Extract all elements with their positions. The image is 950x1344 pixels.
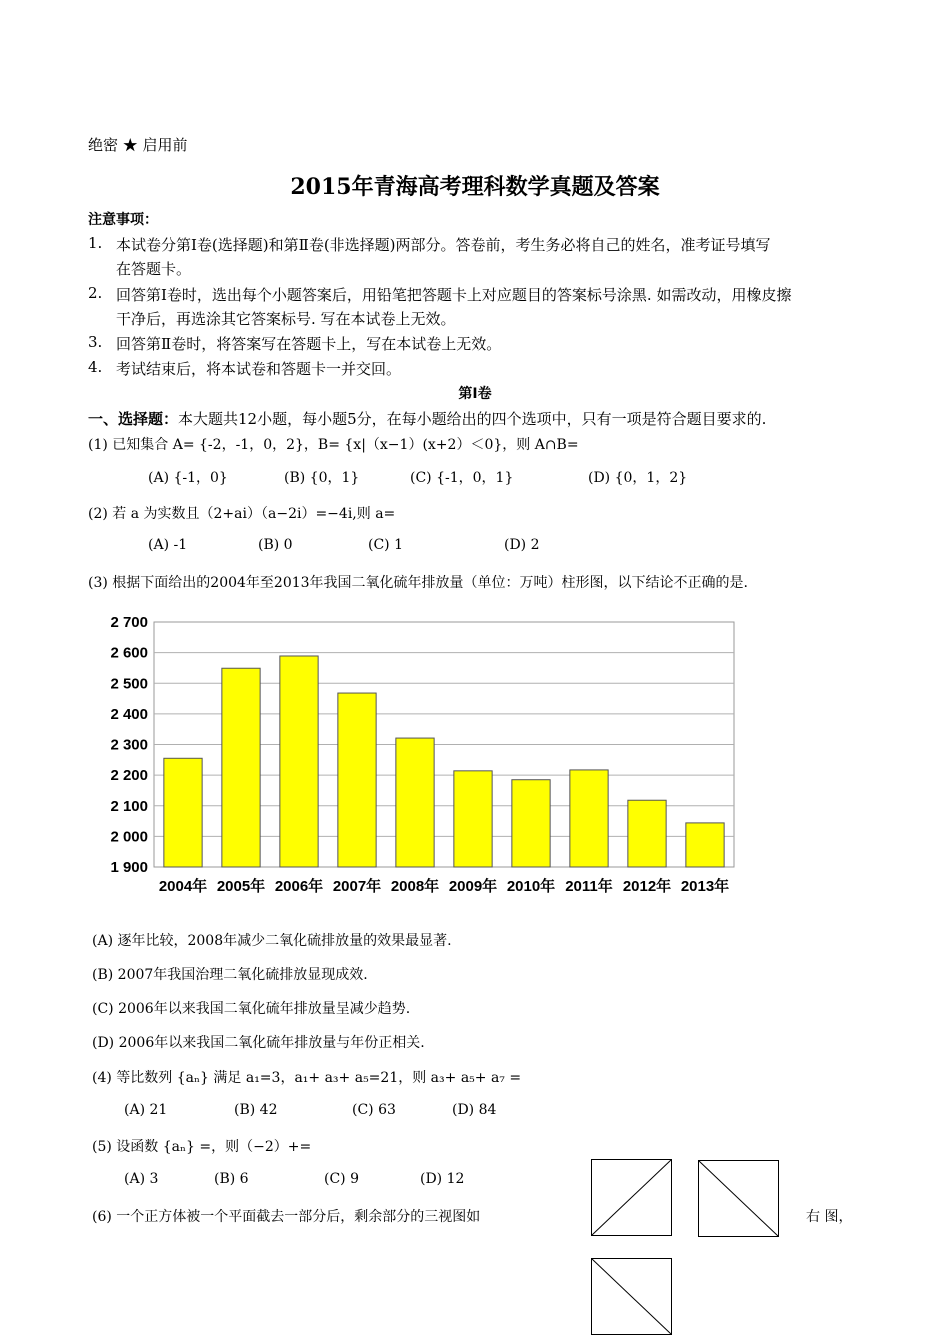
bar-2006年 xyxy=(280,656,318,867)
q2-stem: (2) 若 a 为实数且（2+ai）（a−2i）=−4i,则 a= xyxy=(88,506,396,522)
q3-option-a: (A) 逐年比较，2008年减少二氧化硫排放量的效果最显著. xyxy=(92,933,452,949)
x-tick-label: 2007年 xyxy=(332,878,382,895)
y-tick-label: 2 600 xyxy=(110,644,148,662)
bar-2009年 xyxy=(454,771,492,867)
x-tick-label: 2004年 xyxy=(158,878,208,895)
q5-option-c: (C) 9 xyxy=(324,1171,359,1187)
page-title: 2015年青海高考理科数学真题及答案 xyxy=(290,174,660,200)
x-tick-label: 2010年 xyxy=(506,878,556,895)
q5-stem: (5) 设函数 {aₙ} =，则（−2）+= xyxy=(92,1139,312,1155)
q4-option-a: (A) 21 xyxy=(124,1102,168,1118)
y-tick-label: 1 900 xyxy=(110,859,148,876)
note-num-1: 1. xyxy=(88,234,103,252)
q1-option-a: (A) {-1，0} xyxy=(148,470,228,486)
q6-tail: 右 图， xyxy=(806,1209,853,1225)
bar-2007年 xyxy=(338,693,376,867)
q3-option-b: (B) 2007年我国治理二氧化硫排放显现成效. xyxy=(92,967,368,983)
y-tick-label: 2 500 xyxy=(110,675,148,693)
q2-option-c: (C) 1 xyxy=(368,537,403,553)
y-tick-label: 2 000 xyxy=(110,828,148,846)
note-text-1b: 在答题卡。 xyxy=(116,260,192,278)
q4-option-b: (B) 42 xyxy=(234,1102,278,1118)
bar-2011年 xyxy=(570,770,608,867)
side-view-figure xyxy=(698,1160,779,1237)
q1-option-d: (D) {0，1，2} xyxy=(588,470,688,486)
bar-2004年 xyxy=(164,758,202,867)
y-tick-label: 2 200 xyxy=(110,767,148,785)
q2-option-a: (A) -1 xyxy=(148,537,188,553)
note-text-4: 考试结束后，将本试卷和答题卡一并交回。 xyxy=(116,360,402,378)
part-text: 本大题共12小题，每小题5分，在每小题给出的四个选项中，只有一项是符合题目要求的. xyxy=(178,410,767,428)
bar-2008年 xyxy=(396,738,434,867)
bar-2012年 xyxy=(628,800,666,867)
x-tick-label: 2006年 xyxy=(274,878,324,895)
note-text-3: 回答第Ⅱ卷时，将答案写在答题卡上，写在本试卷上无效。 xyxy=(116,335,502,353)
x-tick-label: 2008年 xyxy=(390,878,440,895)
q1-option-b: (B) {0，1} xyxy=(284,470,360,486)
q5-option-d: (D) 12 xyxy=(420,1171,465,1187)
bar-2013年 xyxy=(686,823,724,867)
q4-stem: (4) 等比数列 {aₙ} 满足 a₁=3，a₁+ a₃+ a₅=21，则 a₃+ a₅+ a₇ = xyxy=(92,1070,522,1086)
chart-svg xyxy=(96,612,746,902)
part-line xyxy=(88,408,766,429)
x-tick-label: 2005年 xyxy=(216,878,266,895)
note-text-2b: 干净后，再选涂其它答案标号. 写在本试卷上无效。 xyxy=(116,310,456,328)
front-view-figure xyxy=(591,1159,672,1236)
q1-option-c: (C) {-1，0，1} xyxy=(410,470,514,486)
y-tick-label: 2 100 xyxy=(110,797,148,815)
bar-2010年 xyxy=(512,780,550,867)
y-tick-label: 2 700 xyxy=(110,614,148,631)
so2-bar-chart xyxy=(96,612,746,902)
x-tick-label: 2011年 xyxy=(565,878,613,895)
x-tick-label: 2012年 xyxy=(622,878,672,895)
q3-option-d: (D) 2006年以来我国二氧化硫年排放量与年份正相关. xyxy=(92,1035,425,1051)
q1-stem: (1) 已知集合 A= {-2，-1，0，2}，B= {x|（x−1）(x+2）＜0}，则 A∩B= xyxy=(88,437,579,453)
section-title: 第Ⅰ卷 xyxy=(458,386,492,402)
note-text-1a: 本试卷分第Ⅰ卷(选择题)和第Ⅱ卷(非选择题)两部分。答卷前，考生务必将自己的姓名，准考证号填写 xyxy=(116,236,771,254)
notes-heading: 注意事项： xyxy=(88,212,158,228)
q4-option-c: (C) 63 xyxy=(352,1102,396,1118)
q3-option-c: (C) 2006年以来我国二氧化硫年排放量呈减少趋势. xyxy=(92,1001,411,1017)
q4-option-d: (D) 84 xyxy=(452,1102,497,1118)
note-num-3: 3. xyxy=(88,333,103,351)
note-num-2: 2. xyxy=(88,284,103,302)
q2-option-b: (B) 0 xyxy=(258,537,293,553)
y-tick-label: 2 300 xyxy=(110,736,148,754)
q6-stem: (6) 一个正方体被一个平面截去一部分后，剩余部分的三视图如 xyxy=(92,1209,481,1225)
bar-2005年 xyxy=(222,668,260,867)
x-tick-label: 2013年 xyxy=(680,878,730,895)
q5-option-b: (B) 6 xyxy=(214,1171,249,1187)
x-tick-label: 2009年 xyxy=(448,878,498,895)
q5-option-a: (A) 3 xyxy=(124,1171,159,1187)
secret-label: 绝密 ★ 启用前 xyxy=(88,136,188,154)
q2-option-d: (D) 2 xyxy=(504,537,540,553)
top-view-figure xyxy=(591,1258,672,1335)
note-text-2a: 回答第Ⅰ卷时，选出每个小题答案后，用铅笔把答题卡上对应题目的答案标号涂黑. 如需改动，用橡皮擦 xyxy=(116,286,792,304)
y-tick-label: 2 400 xyxy=(110,705,148,723)
note-num-4: 4. xyxy=(88,358,103,376)
part-head: 一、选择题： xyxy=(88,410,179,428)
q3-stem: (3) 根据下面给出的2004年至2013年我国二氧化硫年排放量（单位：万吨）柱形图，以下结论不正确的是. xyxy=(88,575,748,591)
